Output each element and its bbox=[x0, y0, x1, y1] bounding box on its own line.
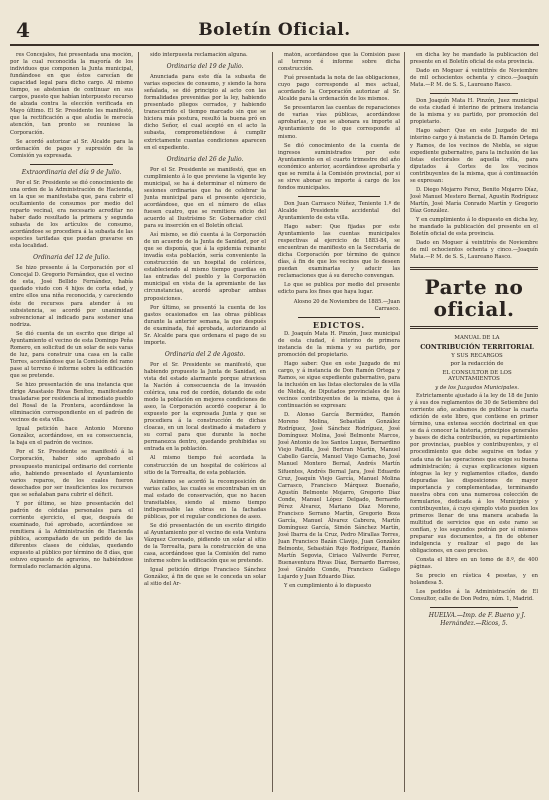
paragraph: Hago saber: Que en este Juzgado de mi interino cargo y á instancia de D. Ramón Ortega y Ramos, de los vecinos de Niebla, se sigue expediente gubernativo, para la inclusión de las listas electorales de aquella villa, para diputados á Cortes de los vecinos contribuyentes de la misma, que á continuación se expresan: bbox=[410, 128, 538, 184]
paragraph: en dicha ley he mandado la publicación del presente en el Boletín oficial de esta provincia. bbox=[410, 52, 538, 66]
separator bbox=[30, 164, 113, 165]
column-rule bbox=[272, 52, 273, 792]
paragraph: Su precio en rústica 4 pesetas, y en holandesa 5. bbox=[410, 573, 538, 587]
paragraph: matón, acordándose que la Comisión pase al terreno é informe sobre dicha construcción. bbox=[278, 52, 400, 73]
signature-line: Alosno 20 de Noviembre de 1885.—Juan Carrasco. bbox=[293, 298, 400, 312]
paragraph: Así mismo, se dió cuenta á la Corporación de un acuerdo de la Junta de Sanidad, por el que se disponía, que á la epidemia reinante invadía esta población, sería conveniente la construcción de un hospital de coléricos, estableciendo al mismo tiempo guardias en las entradas del pueblo y la Corporación municipal en vista de la apremiante de las circunstancias, acordó aprobar ambas proposiciones. bbox=[144, 232, 266, 302]
edict-issuer: Don Juan Carrasco Núñez, Teniente 1.º de Alcalde Presidente accidental del Ayuntamiento de esta villa. bbox=[278, 200, 400, 221]
session-heading: Ordinaria del 2 de Agosto. bbox=[164, 350, 246, 358]
paragraph: Lo que se publica por medio del presente edicto para los fines que haya lugar. bbox=[278, 282, 400, 296]
separator bbox=[430, 93, 518, 94]
session-heading: Extraordinaria del día 9 de Julio. bbox=[21, 168, 122, 176]
paragraph: Y por último, se hizo presentación del padrón de cédulas personales para el corriente ejercicio, el que, después de examinado, fué aprobado, acordándose se remitiera á la Administración de Hacienda pública, acompañado de un pedido de las diferentes clases de cédulas, quedando expuesto al público por término de 8 días, que estuvo expuesto de agravios, no habiéndose formulado reclamación alguna. bbox=[10, 500, 133, 571]
ad-title-line: Y SUS RECARGOS bbox=[451, 353, 503, 360]
paragraph: Se hizo presente á la Corporación por el Concejal D. Gregorio Fernández, que el vecino de esta, José Bellido Fernández, había quedado viudo con 4 hijos de corta edad, y entre ellos una niña reconocida, y careciendo éste de recursos para atender á su subsistencia, se acordó por unanimidad subvencionar al indicado para sostener una nodriza. bbox=[10, 265, 133, 328]
printer-imprint: HUELVA.—Imp. de F. Bueno y J. Hernández.—Ricos, 5. bbox=[428, 612, 526, 627]
paragraph: Por el Sr. Presidente se manifestó, que habiendo propuesto la Junta de Sanidad, en vista del estado alarmante porque atraviesa la Nación á consecuencia de la invasión colérica, una red de cordón, dotando de este modo la población en mejores condiciones de aseo, la Corporación acordó cooperar á lo expuesto por la expresada Junta y que se procediera á la construcción de dichas cloacas, en un local destinado á matadero y su corral para que durante la noche permanezca dentro, quedando prohibidas su entrada en la población. bbox=[144, 361, 266, 453]
paragraph: Hago saber: Que fijadas por este Ayuntamiento las cuentas municipales respectivas al ejercicio de 1883-84, se encuentran de manifiesto en la Secretaría de dicha Corporación por término de quince días, á fin de que los vecinos que lo deseen puedan examinarlas y aducir las reclamaciones que á su derecho convengan. bbox=[278, 224, 400, 280]
separator bbox=[298, 317, 380, 318]
paragraph: Por último, se presentó la cuenta de los gastos ocasionados en las obras públicas durante la anterior semana, la que después de examinada, fué aprobada, autorizando al Sr. Alcalde para que ordenara el pago de su importe. bbox=[144, 304, 266, 346]
double-rule bbox=[410, 326, 538, 329]
paragraph: Se presentaron las cuentas de reparaciones de varias vías públicas, acordándose aprobarlas, y que se abonara su importe al Ayuntamiento de lo que corresponde al mismo. bbox=[278, 105, 400, 140]
name-list: D. Diego Mojarro Ferez, Benito Mojarro Díaz, José Manuel Mestero Bernal, Agustín Rodríguez Martín, José María Conrado Martín y Gregorio Díaz González. bbox=[410, 186, 538, 214]
page-header bbox=[10, 18, 539, 46]
paragraph: sido interpuesta reclamación alguna. bbox=[150, 52, 248, 58]
paragraph: Igual petición dirige Francisco Sánchez González, á fin de que se le conceda un solar al sitio del Ar- bbox=[144, 567, 266, 588]
paragraph: Y en cumplimiento á lo dispuesto en dicha ley, he mandado la publicación del presente en el Boletín oficial de esta provincia. bbox=[410, 216, 538, 238]
paragraph: Se dió presentación de un escrito dirigido al Ayuntamiento por el vecino de esta Ventura Vázquez Coronado, pidiendo un solar al sitio de la Torrealta, para la construcción de una casa, acordándose que la Comisión del ramo informe sobre la edificación que se pretende. bbox=[144, 522, 266, 565]
name-list: D. Alonso García Bermúdez, Ramón Moreno Molina, Sebastián González Rodríguez, José Sánchez Rodríguez, José Domínguez Molina, José Belmonte Marcos, José Antonio de los Santos Luque, Bernardino Viejo Padilla, José Bertran Martín, Manuel Cabello García, Manuel Viejo Camacho, José Manuel Montero Bernal, Andrés Martín Sifuentes, Andrés Bernal Jara, José Eduardo Cruz, Joaquín Viejo García, Manuel Molina Carrasco, Francisco Márquez Buenaño, Agustín Belmonte Mojarro, Gregorio Díaz Conde, Manuel López Delgado, Bernardo Pérez Álvarez, Mariano Díaz Moreno, Francisco Serrano Martín, Gregorio Boza García, Manuel Álvarez Cabrera, Martín Domínguez García, Simón Sánchez Martín, José Ibarra de la Cruz, Pedro Mirallas Torres, Juan Francisco Bazán Clavijo, Juan González Belmonte, Sebastián Rojo Rodríguez, Ramón Martín Segovia, Ciriaco Vallverde Ferrer, Buenaventura Rivas Díaz, Bernardo Barroso, José Giraldo Conde, Francisco Gallego Lujardo y Juan Eduardo Díaz. bbox=[278, 412, 400, 581]
page-title: Boletín Oficial. bbox=[198, 20, 351, 40]
paragraph: res Concejales, fué presentada una moción, por la cual reconocida la mayoría de los individuos que componen la Junta municipal, fundándose en que éstos carecían de capacidad legal para dicho cargo. Al mismo tiempo, se abstenían de continuar en sus cargos, puesto que habían interpuesto recurso de alzada contra la elección verificada en Mayo último. El Sr. Presidente les manifestó, que la rectificación a que aludía le merecía atención, tan pronto se reuniese la Corporación. bbox=[10, 52, 133, 136]
paragraph: Y en cumplimiento á lo dispuesto bbox=[284, 583, 372, 590]
paragraph: Por el Sr. Presidente se manifestó á la Corporación, haber sido aprobado el presupuesto municipal ordinario del corriente año, habiendo presentado el Ayuntamiento varios reparos, de los cuales fueron desechados por ser insuficientes los recursos que se señalaban para cubrir el déficit. bbox=[10, 449, 133, 498]
paragraph: Por el Sr. Presidente se manifestó, que en cumplimiento á lo que previene la vigente ley municipal, se ha á determinar el número de sesiones ordinarias que ha de celebrar la Junta municipal para el presente ejercicio, acordándose, que en el número de ellas fuesen cuatro, que se remitiera oficio del acuerdo al Ilustrísimo Sr. Gobernador civil para su inserción en el Boletín oficial. bbox=[144, 166, 266, 230]
signature-line: Dado en Moguer á veintitrés de Noviembre de mil ochocientos ochenta y cinco.—Joaquín Mata.—P. M. de S. S., Laureano Rasco. bbox=[410, 240, 538, 261]
paragraph: Por el Sr. Presidente se dió conocimiento de una orden de la Administración de Hacienda, en la que se manifestaba que, para cubrir el ocultamiento de consumos por medio del reparto vecinal, era necesario acreditar no haber dado resultado la primera y segunda subasta de los artículos de consumo, acordándose se procediera á la subasta de las especies tarifadas que puedan gravarse en esta localidad. bbox=[10, 179, 133, 250]
ad-title-line: MANUAL DE LA bbox=[454, 335, 500, 342]
paragraph: Se dió cuenta de un escrito que dirige al Ayuntamiento el vecino de esta Domingo Peña Romero, en solicitud de un solar de seis varas de luz, para construir una casa en la calle Torres, acordándose que la Comisión del ramo pase al terreno é informe sobre la edificación que se pretende. bbox=[10, 330, 133, 379]
session-heading: Ordinaria del 12 de Julio. bbox=[33, 254, 110, 262]
column-rule bbox=[404, 52, 405, 792]
paragraph: Consta el libro en un tomo de 8.º, de 400 páginas. bbox=[410, 557, 538, 571]
separator bbox=[298, 196, 380, 197]
separator bbox=[430, 607, 518, 608]
paragraph: Igual petición hace Antonio Moreno González, acordándose, en su consecuencia, la baja en el padrón de vecinos. bbox=[10, 426, 133, 447]
column-1 bbox=[10, 52, 133, 792]
paragraph: Se acordó autorizar al Sr. Alcalde para la ordenación de pagos y supresión de la Comisión ya expresada. bbox=[10, 138, 133, 159]
paragraph: Anunciada para este día la subasta de varias especies de consumo, y siendo la hora señalada, se dió principio al acto con las formalidades prevenidas por la ley, habiendo presentado pliegos cerrados, y habiendo transcurrido el tiempo marcado sin que se hiciera más postura, resultó la buena pró en dicho Señor, el cual aceptó en el acto la subasta, comprometiéndose á cumplir extrictamente cuantas condiciones aparecen en el expediente. bbox=[144, 74, 266, 151]
ad-title-line: CONTRIBUCIÓN TERRITORIAL bbox=[420, 342, 534, 351]
edict-issuer: Don Joaquín Mata H. Pinzón, Juez municipal de esta ciudad é interino de primera instancia de la misma y su partido, por promoción del propietario. bbox=[410, 98, 538, 126]
ad-title-line: por la redacción de bbox=[450, 361, 504, 368]
edict-issuer: D. Joaquín Mata H. Pinzón, Juez municipal de esta ciudad, é interino de primera instancia de la misma y su partido, por promoción del propietario. bbox=[278, 330, 400, 358]
column-rule bbox=[138, 52, 139, 792]
paragraph: Se dió conocimiento de la cuenta de ingresos suministrados por este Ayuntamiento en el cuarto trimestre del año económico anterior, acordándose aprobarla y que se remita á la Comisión provincial, por si se sirve abonar su importe á cargo de los fondos municipales. bbox=[278, 142, 400, 191]
section-heading-edictos: EDICTOS. bbox=[312, 319, 366, 330]
column-2 bbox=[144, 52, 266, 792]
ad-title-line: y de los Juzgados Municipales. bbox=[435, 384, 519, 391]
paragraph: Fué presentada la nota de las obligaciones, cuyo pago corresponde al mes actual, acordando la Corporación autorizar al Sr. Alcalde para la ordenación de los mismos. bbox=[278, 75, 400, 103]
column-3 bbox=[278, 52, 400, 792]
paragraph: Se hizo presentación de una instancia que dirige Anastasio Rivas Benítez, manifestando trasladarse por residencia al inmediato pueblo del Rosal de la Frontera, acordándose la eliminación correspondiente en el padrón de vecinos de esta villa. bbox=[10, 382, 133, 424]
paragraph: Al mismo tiempo fué acordada la construcción de un hospital de coléricos al sitio de la Torrealta, de esta población. bbox=[144, 455, 266, 476]
section-title-parte-no-oficial: Parte no oficial. bbox=[424, 275, 524, 322]
double-rule bbox=[410, 267, 538, 270]
ad-title-line: EL CONSULTOR DE LOS AYUNTAMIENTOS bbox=[442, 369, 512, 383]
page-number: 4 bbox=[16, 18, 30, 42]
paragraph: Asimismo se acordó la recomposición de varias calles, las cuales se encontraban en un mal estado de conservación, que no hacen transitables, siendo al mismo tiempo indispensable las obras en la fachadas públicas, por el regular condiciones de aseo. bbox=[144, 478, 266, 520]
column-4 bbox=[410, 52, 538, 792]
paragraph: Los pedidos á la Administración de El Consultor, calle de Don Pedro, núm. 1, Madrid. bbox=[410, 589, 538, 603]
paragraph: Hago saber: Que en este Juzgado de mi cargo, y á instancia de Don Ramón Ortega y Ramos, se sigue expediente gubernativo, para la inclusión en las listas electorales de la villa de Niebla, de Diputados provinciales de los vecinos contribuyentes de la misma, que á continuación se expresan: bbox=[278, 360, 400, 410]
session-heading: Ordinaria del 26 de Julio. bbox=[166, 155, 244, 163]
paragraph: Estrictamente ajustado á la ley de 18 de Junio y á sus dos reglamentos de 30 de Setiembre del corriente año, acabamos de publicar la cuarta edición de este libro, que contiene en primer término, una extensa sección doctrinal en que se da á conocer la historia, principios generales y bases de dicha contribución, su repartimiento por provincias, pueblos y contribuyentes, y el procedimiento que debe seguirse en todas y cada una de las operaciones que exige su buena administración; á cuyas explicaciones siguen íntegras la ley y reglamentos citados, dando depuradas las disposiciones de mayor importancia y complementadas, terminando nuestra obra con una numerosa colección de formularios, dedicada á los Municipios y contribuyentes, á cuyo ejemplo visto pueden los primeros llenar de una manera acabada la multitud de servicios que en este ramo se confían, y los segundos podrán por sí mismos preparar sus documentos, a fin de obtener indulgencia y realizar el pago de las obligaciones, en caso preciso. bbox=[410, 393, 538, 555]
session-heading: Ordinaria del 19 de Julio. bbox=[166, 63, 244, 71]
signature-line: Dado en Moguer á veintitrés de Noviembre de mil ochocientos ochenta y cinco.—Joaquín Mata.—P. M. de S. S., Laureano Rasco. bbox=[410, 68, 538, 89]
